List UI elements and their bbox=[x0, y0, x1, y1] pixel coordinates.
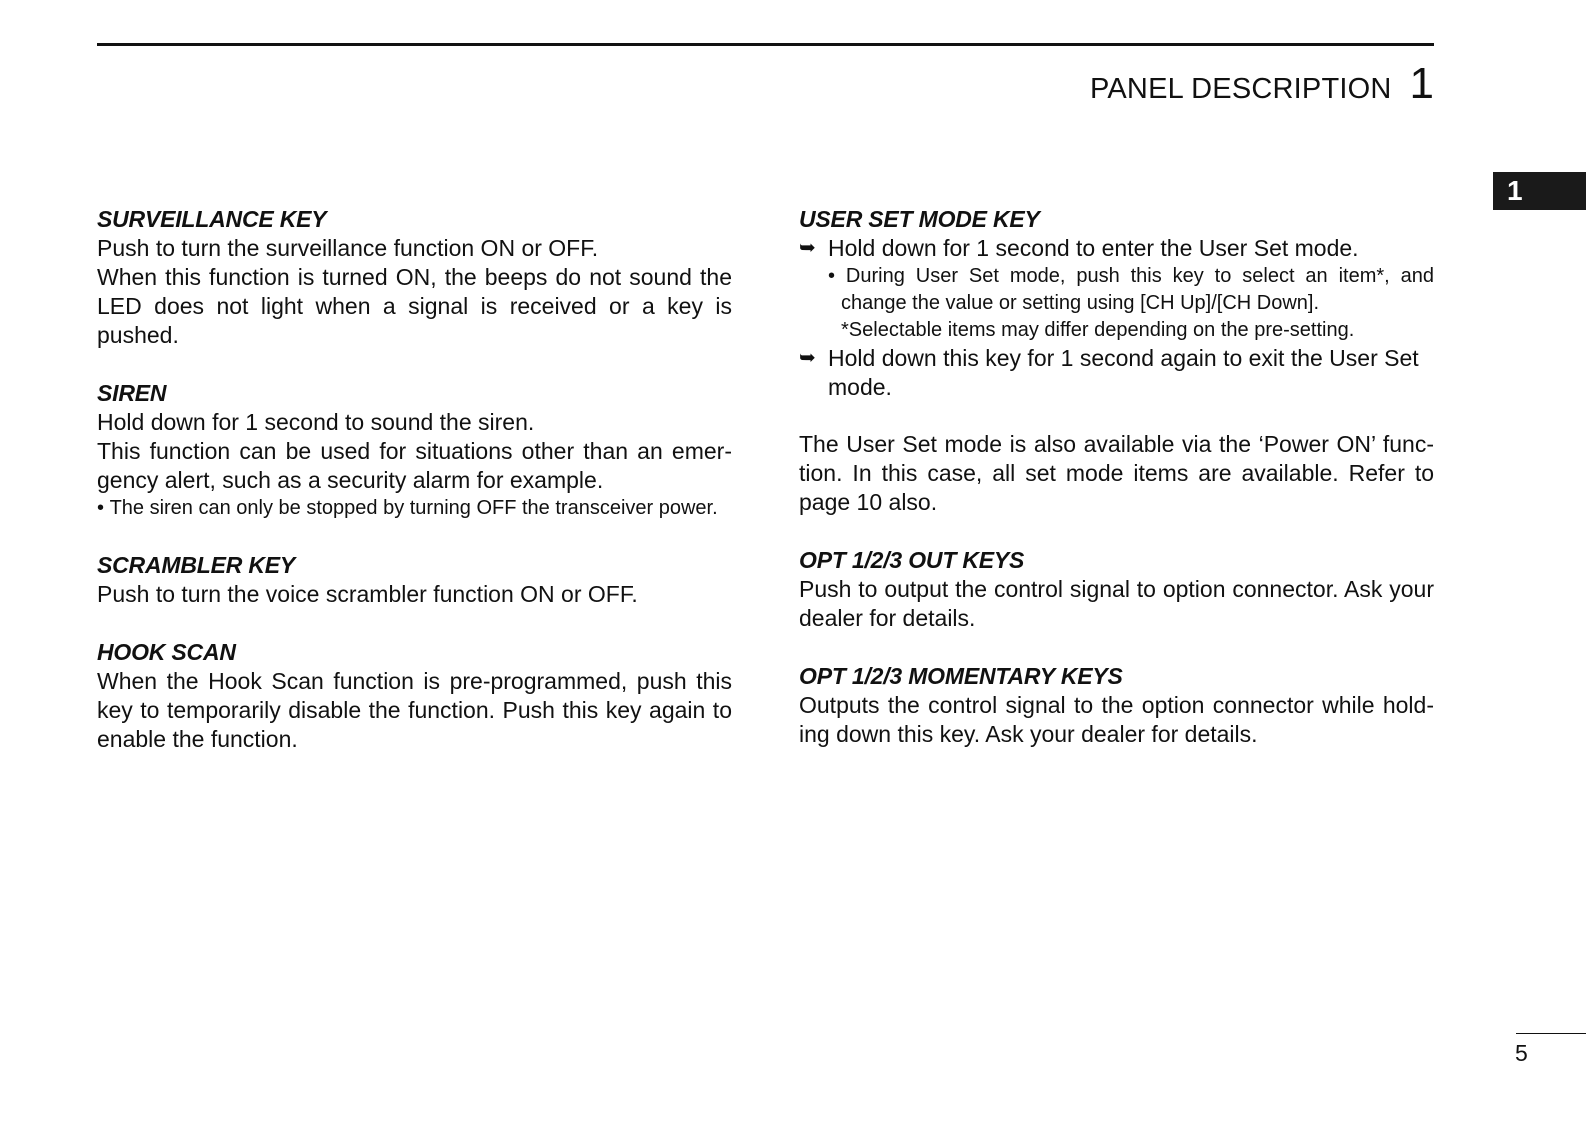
footer-rule bbox=[1516, 1033, 1586, 1034]
section-opt-out-keys bbox=[799, 545, 1434, 633]
paragraph: This function can be used for situations other than an emer-gency alert, such as a security alarm for example. bbox=[97, 438, 732, 493]
section-user-set-power-on bbox=[799, 430, 1434, 517]
section-opt-momentary-keys bbox=[799, 661, 1434, 749]
section-title: HOOK SCAN bbox=[97, 639, 236, 665]
paragraph: Hold down for 1 second to sound the siren. bbox=[97, 409, 535, 435]
step-text: Hold down for 1 second to enter the User Set mode. bbox=[828, 235, 1359, 261]
section-title: SCRAMBLER KEY bbox=[97, 552, 296, 578]
paragraph: The User Set mode is also available via the ‘Power ON’ func-tion. In this case, all set mode items are available. Refer to page 10 also. bbox=[799, 431, 1434, 515]
bullet-note: • The siren can only be stopped by turning OFF the transceiver power. bbox=[97, 497, 718, 519]
section-title: USER SET MODE KEY bbox=[799, 206, 1040, 232]
top-rule bbox=[97, 43, 1434, 46]
right-column bbox=[799, 204, 1434, 777]
section-surveillance-key bbox=[97, 204, 732, 350]
bullet-text: The siren can only be stopped by turning OFF the transceiver power. bbox=[109, 497, 718, 519]
bullet-note: • During User Set mode, push this key to select an item*, and change the value or setting using [CH Up]/[CH Down]. bbox=[828, 265, 1434, 314]
paragraph: When the Hook Scan function is pre-programmed, push this key to temporarily disable the function. Push this key again to enable the function. bbox=[97, 668, 732, 752]
arrow-icon: ➥ bbox=[799, 237, 816, 259]
arrow-icon: ➥ bbox=[799, 347, 816, 369]
paragraph: Outputs the control signal to the option connector while hold-ing down this key. Ask your dealer for details. bbox=[799, 692, 1434, 747]
page-header bbox=[1090, 59, 1434, 108]
left-column bbox=[97, 204, 732, 782]
paragraph: When this function is turned ON, the beeps do not sound the LED does not light when a signal is received or a key is pushed. bbox=[97, 264, 732, 348]
bullet-text: During User Set mode, push this key to select an item*, and change the value or setting using [CH Up]/[CH Down]. bbox=[841, 265, 1434, 314]
step-item bbox=[799, 344, 1434, 402]
section-title: SURVEILLANCE KEY bbox=[97, 206, 327, 232]
paragraph: Push to turn the surveillance function ON or OFF. bbox=[97, 235, 599, 261]
header-chapter-number: 1 bbox=[1409, 59, 1434, 108]
step-item bbox=[799, 234, 1434, 263]
step-sub-notes bbox=[799, 263, 1434, 344]
section-title: SIREN bbox=[97, 380, 167, 406]
section-title: OPT 1/2/3 MOMENTARY KEYS bbox=[799, 663, 1123, 689]
section-user-set-mode-key bbox=[799, 204, 1434, 402]
section-scrambler-key bbox=[97, 550, 732, 609]
section-siren bbox=[97, 378, 732, 522]
page-number: 5 bbox=[1515, 1040, 1528, 1066]
chapter-tab: 1 bbox=[1493, 172, 1586, 210]
step-text: Hold down this key for 1 second again to exit the User Set mode. bbox=[828, 345, 1419, 400]
section-title: OPT 1/2/3 OUT KEYS bbox=[799, 547, 1025, 573]
footnote: *Selectable items may differ depending on the pre-setting. bbox=[841, 319, 1355, 341]
paragraph: Push to output the control signal to option connector. Ask your dealer for details. bbox=[799, 576, 1434, 631]
header-title: PANEL DESCRIPTION bbox=[1090, 73, 1392, 105]
paragraph: Push to turn the voice scrambler function ON or OFF. bbox=[97, 581, 638, 607]
section-hook-scan bbox=[97, 637, 732, 754]
